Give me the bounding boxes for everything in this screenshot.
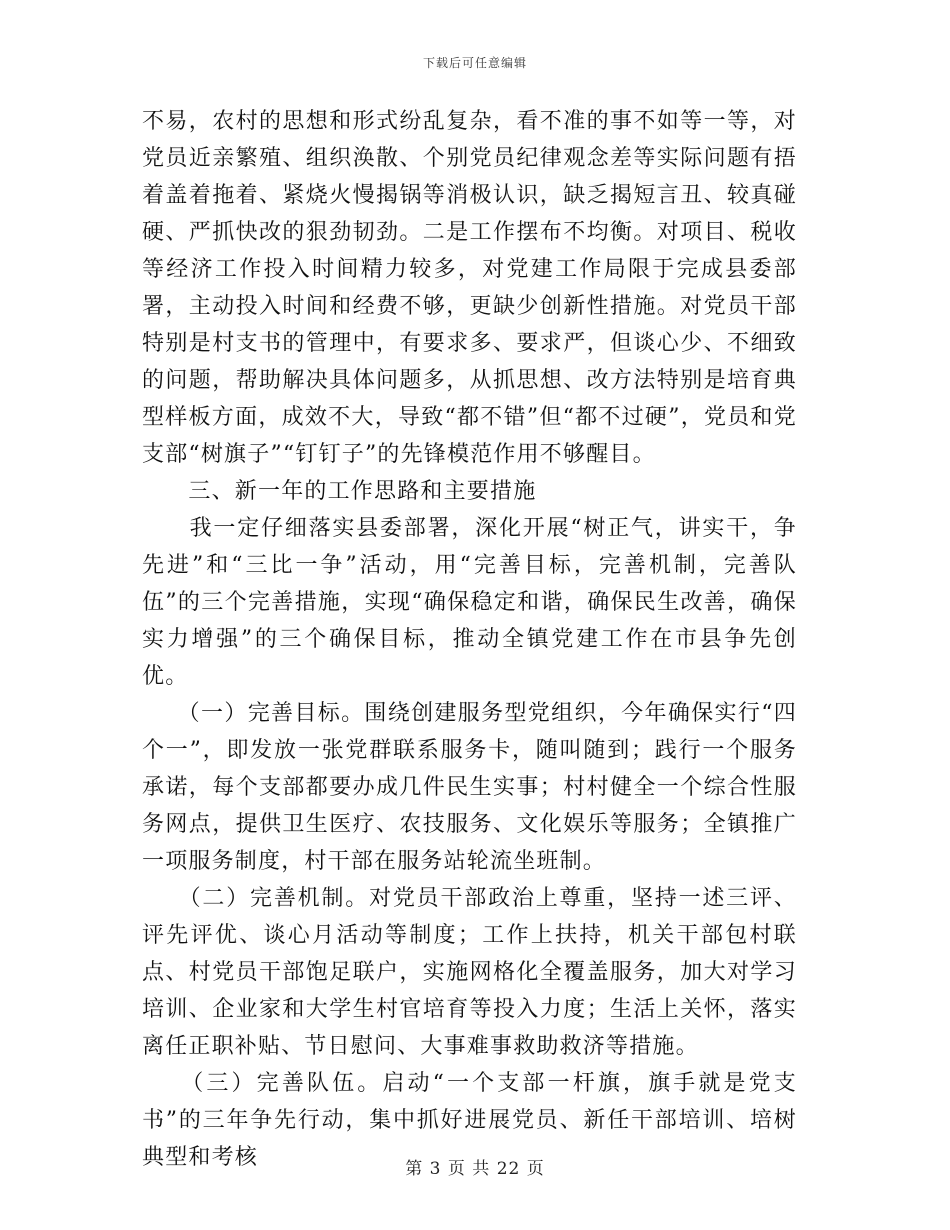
section-heading: 三、新一年的工作思路和主要措施 <box>142 479 537 504</box>
paragraph-mechanism: （二）完善机制。对党员干部政治上尊重，坚持一述三评、评先评优、谈心月活动等制度；工作上扶持，机关干部包村联点、村党员干部饱足联户，实施网格化全覆盖服务，加大对学习培训、企业家和大学生村官培育等投入力度；生活上关怀，落实离任正职补贴、节日慰问、大事难事救助救济等措施。 <box>142 886 797 1059</box>
paragraph-continuation: 不易，农村的思想和形式纷乱复杂，看不准的事不如等一等，对党员近亲繁殖、组织涣散、个别党员纪律观念差等实际问题有捂着盖着拖着、紧烧火慢揭锅等消极认识，缺乏揭短言丑、较真碰硬、严抓快改的狠劲韧劲。二是工作摆布不均衡。对项目、税收等经济工作投入时间精力较多，对党建工作局限于完成县委部署，主动投入时间和经费不够，更缺少创新性措施。对党员干部特别是村支书的管理中，有要求多、要求严，但谈心少、不细致的问题，帮助解决具体问题多，从抓思想、改方法特别是培育典型样板方面，成效不大，导致“都不错”但“都不过硬”，党员和党支部“树旗子”“钉钉子”的先锋模范作用不够醒目。 <box>142 109 797 467</box>
paragraph-intro: 我一定仔细落实县委部署，深化开展“树正气，讲实干，争先进”和“三比一争”活动，用“完善目标，完善机制，完善队伍”的三个完善措施，实现“确保稳定和谐，确保民生改善，确保实力增强”的三个确保目标，推动全镇党建工作在市县争先创优。 <box>142 516 797 689</box>
page-number: 第 3 页 共 22 页 <box>405 1159 545 1179</box>
paragraph-team: （三）完善队伍。启动“一个支部一杆旗，旗手就是党支书”的三年争先行动，集中抓好进展党员、新任干部培训、培树典型和考核 <box>142 1071 797 1170</box>
paragraph-goals: （一）完善目标。围绕创建服务型党组织，今年确保实行“四个一”，即发放一张党群联系服务卡，随叫随到；践行一个服务承诺，每个支部都要办成几件民生实事；村村健全一个综合性服务网点，提供卫生医疗、农技服务、文化娱乐等服务；全镇推广一项服务制度，村干部在服务站轮流坐班制。 <box>142 701 797 874</box>
document-body <box>142 103 797 1176</box>
page-header: 下载后可任意编辑 <box>422 56 527 70</box>
